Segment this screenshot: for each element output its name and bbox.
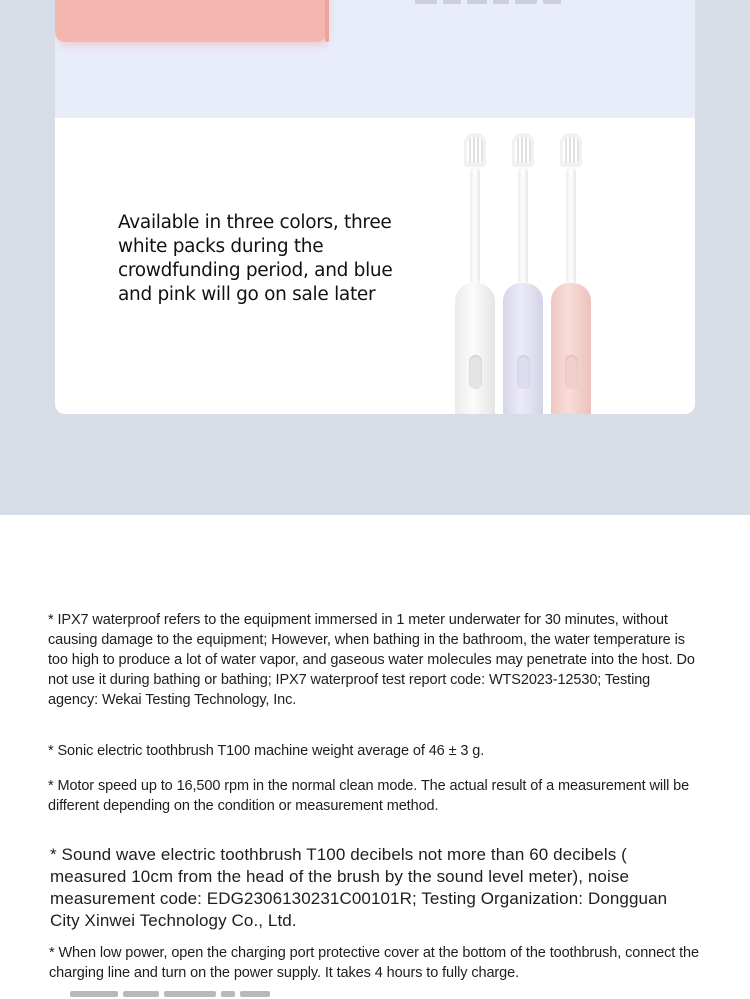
upper-feature-card bbox=[55, 0, 695, 118]
footnote-charging: * When low power, open the charging port protective cover at the bottom of the toothbrush, connect the charging line and turn on the power supply. It takes 4 hours to fully charge. bbox=[49, 945, 699, 981]
footnote-motor-speed: * Motor speed up to 16,500 rpm in the normal clean mode. The actual result of a measurement will be different depending on the condition or measurement method. bbox=[48, 778, 690, 814]
cropped-text-fragment bbox=[70, 991, 310, 999]
toothbrush-blue-image bbox=[503, 133, 543, 414]
toothbrush-white-image bbox=[455, 133, 495, 414]
color-options-card bbox=[55, 118, 695, 414]
pink-product-image-cropped bbox=[55, 0, 327, 42]
footnote-waterproof: * IPX7 waterproof refers to the equipment immersed in 1 meter underwater for 30 minutes, without causing damage to the equipment; However, when bathing in the bathroom, the water temperature is too high to produce a lot of water vapor, and gaseous water molecules may penetrate into the host. Do not use it during bathing or bathing; IPX7 waterproof test report code: WTS2023-12530; Testing agency: Wekai Testing Technology, Inc. bbox=[48, 612, 695, 708]
color-options-description: Available in three colors, three white packs during the crowdfunding period, and blue and pink will go on sale later bbox=[118, 212, 393, 305]
footnote-weight: * Sonic electric toothbrush T100 machine weight average of 46 ± 3 g. bbox=[48, 743, 485, 759]
cropped-heading-fragment bbox=[415, 0, 575, 6]
toothbrush-pink-image bbox=[551, 133, 591, 414]
footnote-noise: * Sound wave electric toothbrush T100 decibels not more than 60 decibels ( measured 10cm from the head of the brush by the sound level meter), noise measurement code: EDG2306130231C00101R; Testing Organization: Dongguan City Xinwei Technology Co., Ltd. bbox=[50, 845, 668, 930]
